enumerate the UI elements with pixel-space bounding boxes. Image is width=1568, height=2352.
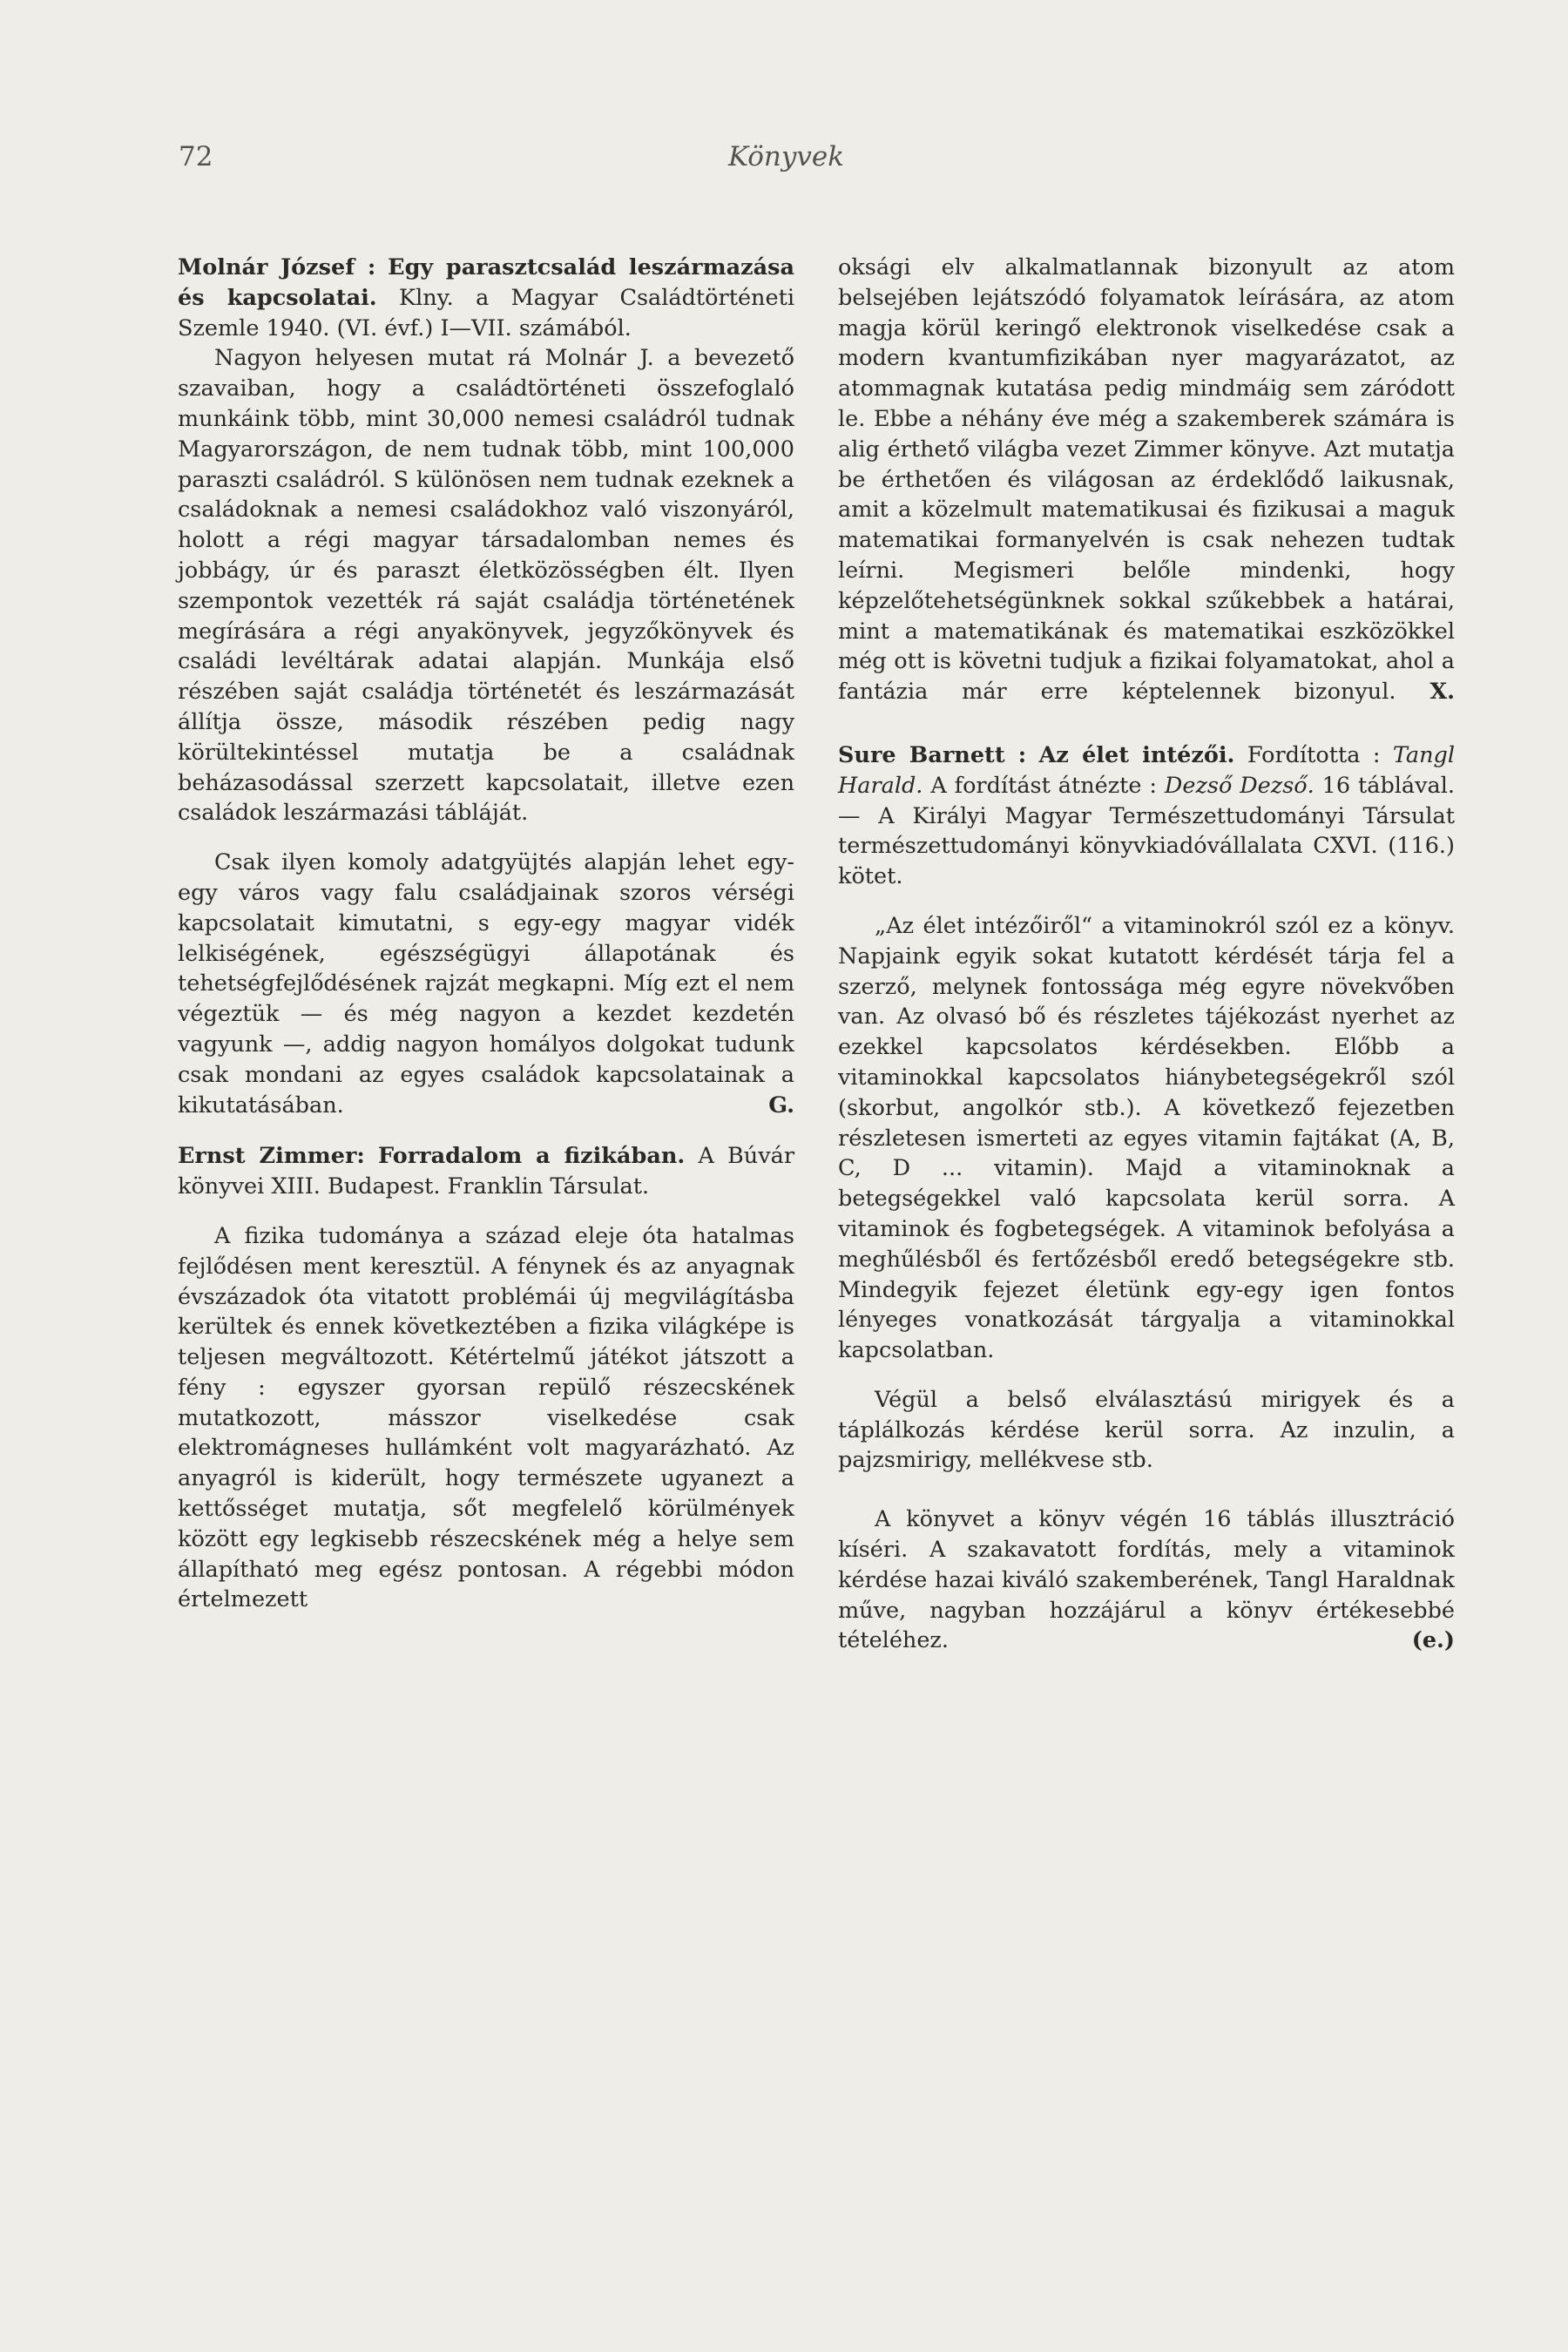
running-head: [179, 138, 1394, 176]
review-paragraph-text: oksági elv alkalmatlannak bizonyult az atom belsejében lejátszódó folyamatok leírására, az atom magja körül keringő elektronok viselkedése csak a modern kvantumfizikában nyer magyarázatot, az atommagnak kutatása pedig mindmáig sem záródott le. Ebbe a néhány éve még a szakemberek számára is alig érthető világba vezet Zimmer könyve. Azt mutatja be érthetően és világosan az érdeklődő laikusnak, amit a közelmult matematikusai és fizikusai a maguk matematikai formanyelvén is csak nehezen tudtak leírni. Megismeri belőle mindenki, hogy képzelőtehetségünknek sokkal szűkebbek a határai, mint a matematikának és matematikai eszközökkel még ott is követni tudjuk a fizikai folyamatokat, ahol a fantázia már erre képtelennek bizonyul.: [838, 254, 1455, 706]
review-paragraph: A fizika tudománya a század eleje óta hatalmas fejlődésen ment keresztül. A fénynek és az anyagnak évszázadok óta vitatott problémái új megvilágításba kerültek és ennek következtében a fizika világképe is teljesen megváltozott. Kétértelmű játékot játszott a fény : egyszer gyorsan repülő részecskének mutatkozott, másszor viselkedése csak elektromágneses hullámként volt magyarázható. Az anyagról is kiderült, hogy természete ugyanezt a kettősséget mutatja, sőt megfelelő körülmények között egy legkisebb részecskének még a helye sem állapítható meg egész pontosan. A régebbi módon értelmezett: [178, 1222, 794, 1613]
review-paragraph: Végül a belső elválasztású mirigyek és a táplálkozás kérdése kerül sorra. Az inzulin, a pajzsmirigy, mellékvese stb.: [838, 1386, 1455, 1474]
right-column: [838, 253, 1455, 1656]
page-number: 72: [179, 141, 213, 172]
review-paragraph: „Az élet intézőiről“ a vitaminokról szól ez a könyv. Napjaink egyik sokat kutatott kérdését tárja fel a szerző, melynek fontossága még egyre növekvőben van. Az olvasó bő és részletes tájékozást nyerhet az ezekkel kapcsolatos kérdésekben. Előbb a vitaminokkal kapcsolatos hiánybetegségekről szól (skorbut, angolkór stb.). A következő fejezetben részletesen ismerteti az egyes vitamin fajtákat (A, B, C, D ... vitamin). Majd a vitaminoknak a betegségekkel való kapcsolata kerül sorra. A vitaminok és fogbetegségek. A vitaminok befolyása a meghűlésből és fertőzésből eredő betegségekre stb. Mindegyik fejezet életünk egy-egy igen fontos lényeges vonatkozását tárgyalja a vitaminokkal kapcsolatban.: [838, 912, 1455, 1364]
review-author: Ernst Zimmer:: [178, 1143, 365, 1170]
review-source: A Búvár könyvei XIII. Budapest. Franklin Társulat.: [178, 1143, 795, 1200]
review-signature: (e.): [1411, 1627, 1455, 1654]
section-title: Könyvek: [727, 141, 845, 172]
review-paragraph-continued: [838, 253, 1455, 707]
review-signature: X.: [1429, 679, 1456, 706]
review-zimmer-heading: [178, 1141, 794, 1202]
review-title: Forradalom a fizikában.: [378, 1143, 686, 1170]
review-title: Egy parasztcsalád leszármazása és kapcsolatai.: [178, 254, 794, 311]
reviewer-name: Dezső Dezső.: [1164, 772, 1315, 799]
left-column: [178, 253, 794, 1615]
review-paragraph: Nagyon helyesen mutat rá Molnár J. a bevezető szavaiban, hogy a családtörténeti összefoglaló munkáink több, mint 30,000 nemesi családról tudnak Magyarországon, de nem tudnak több, mint 100,000 paraszti családról. S különösen nem tudnak ezeknek a családoknak a nemesi családokhoz való viszonyáról, holott a régi magyar társadalomban nemes és jobbágy, úr és paraszt életközösségben élt. Ilyen szempontok vezették rá saját családja történetének megírására a régi anyakönyvek, jegyzőkönyvek és családi levéltárak adatai alapján. Munkája első részében saját családja történetét és leszármazását állítja össze, második részében pedig nagy körültekintéssel mutatja be a családnak beházasodással szerzett kapcsolatait, illetve ezen családok leszármazási tábláját.: [178, 345, 794, 827]
review-source: Klny. a Magyar Családtörténeti Szemle 1940. (VI. évf.) I—VII. számából.: [178, 284, 794, 341]
review-paragraph: [178, 848, 794, 1120]
review-molnar-heading: [178, 253, 794, 343]
review-paragraph-text: A könyvet a könyv végén 16 táblás illusztráció kíséri. A szakavatott fordítás, mely a vitaminok kérdése hazai kiváló szakemberének, Tangl Haraldnak műve, nagyban hozzájárul a könyv értékesebbé tételéhez.: [838, 1506, 1455, 1654]
review-barnett-heading: [838, 740, 1455, 892]
review-signature: G.: [768, 1092, 794, 1119]
review-paragraph-text: Csak ilyen komoly adatgyüjtés alapján lehet egy-egy város vagy falu családjainak szoros vérségi kapcsolatait kimutatni, s egy-egy magyar vidék lelkiségének, egészségügyi állapotának és tehetségfejlődésének rajzát megkapni. Míg ezt el nem végeztük — és még nagyon a kezdet kezdetén vagyunk —, addig nagyon homályos dolgokat tudunk csak mondani az egyes családok kapcsolatainak a kikutatásában.: [178, 849, 794, 1119]
review-source: 16 táblával. — A Királyi Magyar Természettudományi Társulat természettudományi könyvkiadóvállalata CXVI. (116.) kötet.: [838, 772, 1456, 890]
translator-name: Tangl Harald.: [838, 741, 1455, 799]
review-author: Molnár József :: [178, 254, 376, 280]
review-author: Sure Barnett :: [838, 741, 1027, 768]
review-title: Az élet intézői.: [1038, 741, 1235, 768]
review-source: Fordította :: [1247, 741, 1381, 768]
review-paragraph: [838, 1504, 1455, 1656]
review-source: A fordítást átnézte :: [930, 772, 1158, 799]
